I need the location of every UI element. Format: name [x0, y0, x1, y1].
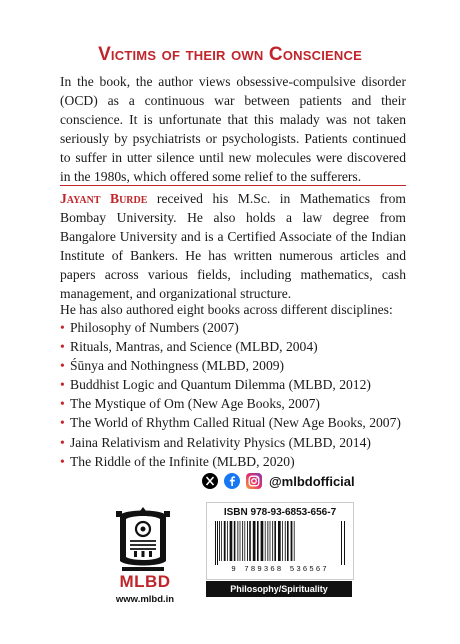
barcode-bar: [219, 521, 220, 561]
barcode-bar: [282, 521, 283, 561]
book-title-item: Philosophy of Numbers (2007): [70, 320, 239, 335]
list-item: [60, 356, 401, 375]
bullet-icon: •: [60, 396, 65, 412]
book-title: Victims of their own Conscience: [98, 44, 362, 65]
divider: [60, 185, 406, 186]
barcode-bar: [217, 521, 218, 565]
barcode-bar: [278, 521, 281, 561]
barcode-bar: [344, 521, 345, 565]
barcode-bar: [257, 521, 259, 561]
barcode-bar: [341, 521, 342, 565]
list-item: [60, 452, 401, 471]
isbn-label: ISBN 978-93-6853-656-7: [223, 507, 337, 518]
bullet-icon: •: [60, 434, 65, 450]
books-intro: He has also authored eight books across different disciplines:: [60, 302, 393, 317]
social-links: [202, 472, 355, 490]
list-item: [60, 318, 401, 337]
barcode-bar: [265, 521, 266, 561]
barcode-bar: [270, 521, 271, 561]
barcode-bar: [224, 521, 226, 561]
barcode-bar: [240, 521, 241, 561]
publisher-url[interactable]: www.mlbd.in: [115, 594, 175, 605]
barcode-bar: [272, 521, 273, 561]
barcode-bar: [242, 521, 243, 561]
author-name: Jayant Burde: [60, 191, 148, 206]
barcode-bar: [234, 521, 236, 561]
barcode-bar: [215, 521, 216, 565]
barcode-bar: [291, 521, 293, 561]
list-item: [60, 375, 401, 394]
list-item: [60, 337, 401, 356]
barcode-digits: 9 789368 536567: [231, 566, 329, 574]
barcode-bar: [287, 521, 289, 561]
instagram-icon[interactable]: [246, 473, 262, 489]
facebook-icon[interactable]: [224, 473, 240, 489]
list-item: [60, 413, 401, 432]
barcode-bar: [230, 521, 233, 561]
barcode-bar: [285, 521, 286, 561]
barcode-bar: [267, 521, 268, 561]
bullet-icon: •: [60, 339, 65, 355]
barcode-bar: [249, 521, 251, 561]
books-list: [60, 318, 401, 471]
barcode-bar: [294, 521, 295, 561]
bullet-icon: •: [60, 453, 65, 469]
barcode: [213, 521, 347, 565]
author-bio-text: received his M.Sc. in Mathematics from Bombay University. He also holds a law degree from Bangalore University and is a Certified Associate of the Indian Institute of Bankers. He has written numerous articles and papers across various fields, including mathematics, cash management, and organizational structure.: [60, 191, 406, 302]
barcode-bar: [244, 521, 245, 561]
book-title-item: Buddhist Logic and Quantum Dilemma (MLBD, 2012): [70, 377, 371, 393]
bullet-icon: •: [60, 320, 65, 335]
book-title-item: Jaina Relativism and Relativity Physics (MLBD, 2014): [70, 434, 371, 450]
social-handle: @mlbdofficial: [269, 473, 355, 489]
book-title-item: The World of Rhythm Called Ritual (New Age Books, 2007): [70, 415, 401, 431]
book-title-item: Rituals, Mantras, and Science (MLBD, 2004): [70, 339, 318, 355]
author-bio: [60, 189, 406, 304]
bullet-icon: •: [60, 358, 65, 374]
barcode-bar: [247, 521, 248, 561]
bullet-icon: •: [60, 415, 65, 431]
barcode-bar: [253, 521, 256, 561]
barcode-bar: [221, 521, 222, 561]
x-icon[interactable]: [202, 473, 218, 489]
book-title-item: Śūnya and Nothingness (MLBD, 2009): [70, 358, 285, 374]
isbn-block: [206, 502, 354, 580]
category-label: Philosophy/Spirituality: [206, 581, 352, 597]
barcode-bar: [261, 521, 264, 561]
bullet-icon: •: [60, 377, 65, 393]
blurb-paragraph: In the book, the author views obsessive-compulsive disorder (OCD) as a continuous war between patients and their conscience. It is unfortunate that this malady was not taken seriously by psychiatrists or psychologists. Patients continued to suffer in utter silence until new molecules were discovered in the 1980s, which offered some relief to the sufferers.: [60, 74, 406, 185]
barcode-bar: [274, 521, 276, 561]
barcode-bar: [227, 521, 228, 561]
list-item: [60, 394, 401, 413]
publisher-logo: [112, 505, 174, 575]
book-title-item: The Riddle of the Infinite (MLBD, 2020): [70, 453, 295, 469]
list-item: [60, 433, 401, 452]
barcode-bar: [237, 521, 238, 561]
publisher-name: MLBD: [119, 572, 171, 591]
book-title-item: The Mystique of Om (New Age Books, 2007): [70, 396, 320, 412]
